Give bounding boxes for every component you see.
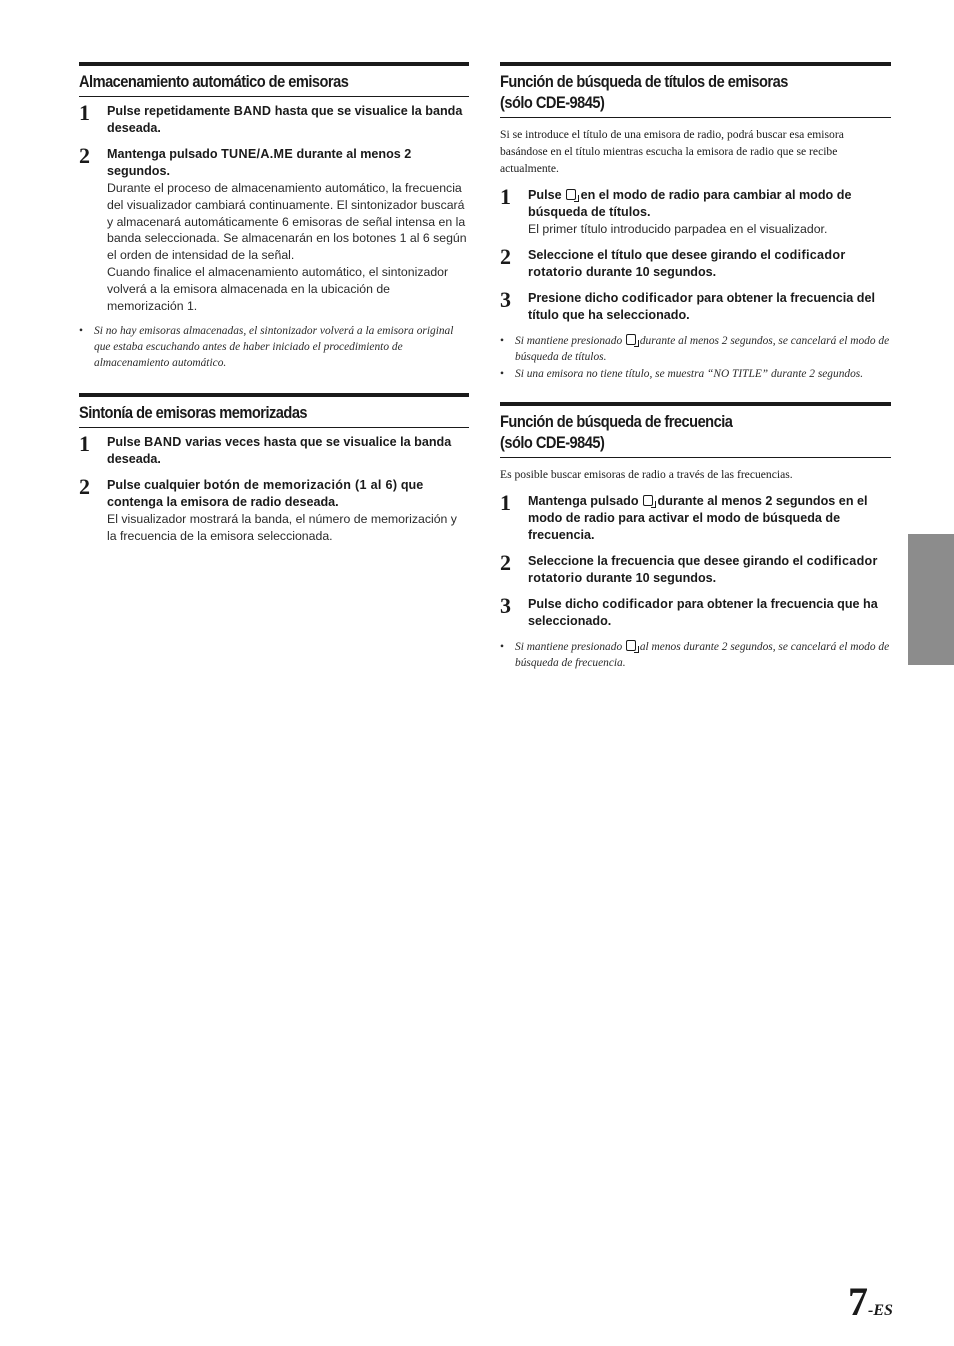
step — [500, 286, 891, 324]
step — [500, 592, 891, 630]
notes — [500, 639, 891, 671]
step-instruction: Mantenga pulsado TUNE/A.ME durante al menos 2 segundos. — [107, 147, 412, 178]
key-label: codificador rotatorio — [528, 553, 878, 585]
section-preset-tuning — [79, 393, 469, 545]
section-frequency-search — [500, 402, 891, 671]
key-label: TUNE/A.ME — [221, 147, 294, 161]
step — [79, 474, 469, 545]
step — [79, 431, 469, 468]
section-title-search — [500, 62, 891, 382]
page-number-value: 7 — [848, 1279, 868, 1324]
section-intro: Es posible buscar emisoras de radio a través de las frecuencias. — [500, 467, 793, 481]
step-instruction: Presione dicho codificador para obtener la frecuencia del título que ha seleccionado. — [528, 290, 875, 322]
step-number: 3 — [500, 286, 511, 312]
step — [500, 549, 891, 587]
page-number — [848, 1278, 893, 1325]
step-number: 2 — [79, 474, 90, 500]
step-number: 1 — [79, 431, 90, 457]
key-label: codificador rotatorio — [528, 247, 846, 279]
step-instruction: Pulse en el modo de radio para cambiar al modo de búsqueda de títulos. — [528, 188, 852, 219]
section-header — [79, 393, 469, 428]
step — [79, 100, 469, 137]
step-number: 2 — [500, 549, 511, 575]
left-column — [79, 62, 469, 565]
note-item: • Si una emisora no tiene título, se muestra “NO TITLE” durante 2 segundos. — [500, 367, 864, 380]
step-instruction: Pulse BAND varias veces hasta que se visualice la banda deseada. — [107, 435, 452, 467]
step-description: Durante el proceso de almacenamiento automático, la frecuencia del visualizador cambiará continuamente. El sintonizador buscará y almacenará automáticamente 6 emisoras de señal intensa en la banda seleccionada. Se almacenarán en los botones 1 al 6 según el orden de intensidad de la señal. — [107, 181, 467, 263]
step-number: 2 — [500, 243, 511, 269]
section-header — [500, 62, 891, 118]
section-title: Función de búsqueda de frecuencia — [500, 411, 733, 431]
step — [500, 489, 891, 544]
step-description: El primer título introducido parpadea en el visualizador. — [528, 222, 828, 236]
step-instruction: Mantenga pulsado durante al menos 2 segundos en el modo de radio para activar el modo de búsqueda de frecuencia. — [528, 493, 868, 542]
key-label: BAND — [233, 104, 272, 118]
step-description: El visualizador mostrará la banda, el número de memorización y la frecuencia de la emisora seleccionada. — [107, 512, 457, 544]
section-title: Sintonía de emisoras memorizadas — [79, 403, 308, 423]
note-item: • Si no hay emisoras almacenadas, el sintonizador volverá a la emisora original que estaba escuchando antes de haber iniciado el procedimiento de almacenamiento automático. — [79, 325, 454, 370]
step-number: 1 — [500, 184, 511, 209]
section-header — [79, 62, 469, 97]
display-button-icon — [643, 495, 653, 506]
step — [500, 243, 891, 281]
step-instruction: Pulse dicho codificador para obtener la frecuencia que ha seleccionado. — [528, 596, 878, 628]
key-label: botón de memorización (1 al 6) — [203, 478, 398, 493]
section-auto-store — [79, 62, 469, 371]
display-button-icon — [626, 640, 636, 651]
step-instruction: Seleccione la frecuencia que desee girando el codificador rotatorio durante 10 segundos. — [528, 553, 878, 585]
section-subtitle: (sólo CDE-9845) — [500, 432, 605, 452]
section-header — [500, 402, 891, 458]
step — [500, 184, 891, 238]
page-language-suffix: -ES — [868, 1302, 893, 1319]
step-number: 2 — [79, 143, 90, 168]
section-title: Almacenamiento automático de emisoras — [79, 72, 349, 91]
key-label: codificador — [621, 290, 693, 305]
step-instruction: Pulse cualquier botón de memorización (1 al 6) que contenga la emisora de radio deseada. — [107, 478, 424, 510]
step — [79, 143, 469, 314]
section-subtitle: (sólo CDE-9845) — [500, 93, 605, 112]
section-title: Función de búsqueda de títulos de emisoras — [500, 72, 788, 91]
display-button-icon — [566, 189, 576, 200]
step-number: 1 — [500, 489, 511, 515]
step-instruction: Pulse repetidamente BAND hasta que se visualice la banda deseada. — [107, 104, 463, 135]
side-tab — [908, 534, 954, 665]
step-number: 1 — [79, 100, 90, 125]
right-column — [500, 62, 891, 691]
notes — [79, 323, 469, 371]
step-description: Cuando finalice el almacenamiento automático, el sintonizador volverá a la emisora almacenada en la ubicación de memorización 1. — [107, 264, 449, 313]
notes — [500, 333, 891, 382]
note-item: • Si mantiene presionado durante al menos 2 segundos, se cancelará el modo de búsqueda de títulos. — [500, 334, 890, 363]
key-label: BAND — [144, 435, 182, 450]
step-number: 3 — [500, 592, 511, 618]
section-intro: Si se introduce el título de una emisora de radio, podrá buscar esa emisora basándose en el título mientras escucha la emisora de radio que se recibe actualmente. — [500, 128, 844, 175]
note-item: • Si mantiene presionado al menos durante 2 segundos, se cancelará el modo de búsqueda de frecuencia. — [500, 640, 890, 669]
key-label: codificador — [602, 596, 674, 611]
display-button-icon — [626, 334, 636, 345]
step-instruction: Seleccione el título que desee girando el codificador rotatorio durante 10 segundos. — [528, 247, 846, 279]
